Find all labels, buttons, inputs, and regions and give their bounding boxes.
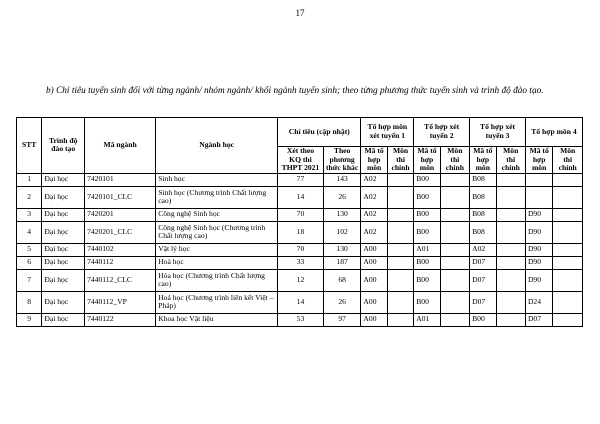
- cell-mc2: [440, 256, 469, 269]
- cell-th4: D24: [525, 291, 552, 313]
- cell-nganh: Hóa học (Chương trình Chất lượng cao): [156, 269, 278, 291]
- cell-mc3: [496, 291, 525, 313]
- header-to-hop-1: Tổ hợp môn xét tuyển 1: [361, 118, 414, 147]
- cell-th3: D07: [470, 291, 496, 313]
- header-ma-to-hop-1: Mã tổ hợp môn: [361, 147, 387, 174]
- cell-mc4: [553, 173, 583, 186]
- cell-th3: D07: [470, 269, 496, 291]
- table-row: [17, 313, 583, 326]
- cell-ma: 7440122: [85, 313, 156, 326]
- table-row: [17, 173, 583, 186]
- cell-stt: 9: [17, 313, 42, 326]
- cell-th1: A02: [361, 186, 387, 208]
- header-mon-chinh-1: Môn thi chính: [387, 147, 413, 174]
- cell-stt: 3: [17, 208, 42, 221]
- cell-khac: 102: [323, 221, 361, 243]
- cell-th3: B08: [470, 221, 496, 243]
- cell-mc3: [496, 243, 525, 256]
- cell-th1: A00: [361, 291, 387, 313]
- cell-td: Đại học: [42, 269, 85, 291]
- cell-th1: A02: [361, 221, 387, 243]
- cell-mc1: [387, 243, 413, 256]
- cell-th4: D90: [525, 269, 552, 291]
- cell-khac: 68: [323, 269, 361, 291]
- cell-ma: 7420101_CLC: [85, 186, 156, 208]
- header-theo-phuong-thuc: Theo phương thức khác: [323, 147, 361, 174]
- header-mon-chinh-4: Môn thi chính: [553, 147, 583, 174]
- cell-nganh: Hoá học (Chương trình liên kết Việt – Pháp): [156, 291, 278, 313]
- cell-td: Đại học: [42, 291, 85, 313]
- cell-khac: 26: [323, 186, 361, 208]
- cell-stt: 1: [17, 173, 42, 186]
- cell-th1: A00: [361, 269, 387, 291]
- cell-mc4: [553, 208, 583, 221]
- cell-th3: B00: [470, 313, 496, 326]
- cell-mc4: [553, 221, 583, 243]
- cell-mc1: [387, 313, 413, 326]
- cell-nganh: Sinh học: [156, 173, 278, 186]
- header-ma-to-hop-3: Mã tổ hợp môn: [470, 147, 496, 174]
- cell-ma: 7440112: [85, 256, 156, 269]
- cell-th1: A00: [361, 256, 387, 269]
- intro-prefix: b): [46, 86, 54, 96]
- cell-th4: [525, 173, 552, 186]
- cell-stt: 2: [17, 186, 42, 208]
- cell-th2: A01: [414, 313, 440, 326]
- page-number: 17: [295, 8, 305, 18]
- cell-th4: D90: [525, 221, 552, 243]
- intro-text: Chỉ tiêu tuyển sinh đối với từng ngành/ nhóm ngành/ khối ngành tuyển sinh; theo từng phương thức tuyển sinh và trình độ đào tạo.: [53, 86, 544, 96]
- admission-quota-table: [16, 117, 583, 327]
- cell-nganh: Sinh học (Chương trình Chất lượng cao): [156, 186, 278, 208]
- cell-mc4: [553, 313, 583, 326]
- cell-th2: B00: [414, 291, 440, 313]
- cell-mc4: [553, 186, 583, 208]
- cell-stt: 8: [17, 291, 42, 313]
- cell-td: Đại học: [42, 243, 85, 256]
- intro-paragraph: [46, 85, 576, 97]
- header-ma-nganh: Mã ngành: [85, 118, 156, 174]
- cell-td: Đại học: [42, 208, 85, 221]
- cell-th4: D90: [525, 243, 552, 256]
- cell-nganh: Khoa học Vật liệu: [156, 313, 278, 326]
- cell-th4: [525, 186, 552, 208]
- cell-mc1: [387, 208, 413, 221]
- cell-mc1: [387, 186, 413, 208]
- cell-th2: B00: [414, 208, 440, 221]
- cell-th1: A02: [361, 208, 387, 221]
- cell-mc3: [496, 256, 525, 269]
- cell-mc4: [553, 291, 583, 313]
- cell-td: Đại học: [42, 221, 85, 243]
- cell-khac: 130: [323, 243, 361, 256]
- cell-th2: B00: [414, 256, 440, 269]
- cell-mc3: [496, 173, 525, 186]
- cell-mc2: [440, 269, 469, 291]
- cell-kq: 12: [278, 269, 324, 291]
- cell-th2: B00: [414, 173, 440, 186]
- cell-mc2: [440, 208, 469, 221]
- cell-mc3: [496, 221, 525, 243]
- cell-khac: 130: [323, 208, 361, 221]
- cell-kq: 70: [278, 208, 324, 221]
- cell-kq: 18: [278, 221, 324, 243]
- cell-khac: 97: [323, 313, 361, 326]
- cell-stt: 5: [17, 243, 42, 256]
- cell-stt: 6: [17, 256, 42, 269]
- header-to-hop-2: Tổ hợp xét tuyển 2: [414, 118, 470, 147]
- cell-kq: 53: [278, 313, 324, 326]
- cell-stt: 7: [17, 269, 42, 291]
- cell-mc3: [496, 186, 525, 208]
- table-row: [17, 186, 583, 208]
- cell-th1: A00: [361, 243, 387, 256]
- table-row: [17, 243, 583, 256]
- table-row: [17, 221, 583, 243]
- cell-nganh: Công nghệ Sinh học: [156, 208, 278, 221]
- cell-mc1: [387, 269, 413, 291]
- cell-mc1: [387, 256, 413, 269]
- cell-th3: B08: [470, 173, 496, 186]
- cell-khac: 26: [323, 291, 361, 313]
- header-mon-chinh-3: Môn thi chính: [496, 147, 525, 174]
- cell-td: Đại học: [42, 173, 85, 186]
- cell-mc2: [440, 221, 469, 243]
- table-row: [17, 269, 583, 291]
- table-row: [17, 291, 583, 313]
- cell-mc2: [440, 291, 469, 313]
- header-row-1: [17, 118, 583, 147]
- cell-mc2: [440, 313, 469, 326]
- cell-td: Đại học: [42, 186, 85, 208]
- cell-th3: A02: [470, 243, 496, 256]
- cell-mc4: [553, 269, 583, 291]
- cell-th2: B00: [414, 221, 440, 243]
- header-nganh-hoc: Ngành học: [156, 118, 278, 174]
- header-to-hop-3: Tổ hợp xét tuyển 3: [470, 118, 526, 147]
- cell-th4: D90: [525, 256, 552, 269]
- cell-ma: 7420201_CLC: [85, 221, 156, 243]
- cell-th2: B00: [414, 186, 440, 208]
- cell-mc3: [496, 269, 525, 291]
- header-xet-theo: Xét theo KQ thi THPT 2021: [278, 147, 324, 174]
- cell-th3: B08: [470, 208, 496, 221]
- cell-td: Đại học: [42, 256, 85, 269]
- header-ma-to-hop-2: Mã tổ hợp môn: [414, 147, 440, 174]
- header-chi-tieu: Chỉ tiêu (cập nhật): [278, 118, 361, 147]
- cell-mc1: [387, 291, 413, 313]
- cell-th4: D07: [525, 313, 552, 326]
- cell-th3: D07: [470, 256, 496, 269]
- header-stt: STT: [17, 118, 42, 174]
- cell-ma: 7440112_CLC: [85, 269, 156, 291]
- cell-khac: 187: [323, 256, 361, 269]
- header-to-hop-4: Tổ hợp môn 4: [525, 118, 582, 147]
- cell-nganh: Hoá học: [156, 256, 278, 269]
- cell-ma: 7420201: [85, 208, 156, 221]
- cell-ma: 7420101: [85, 173, 156, 186]
- header-ma-to-hop-4: Mã tổ hợp môn: [525, 147, 552, 174]
- cell-khac: 143: [323, 173, 361, 186]
- cell-nganh: Công nghệ Sinh học (Chương trình Chất lượng cao): [156, 221, 278, 243]
- cell-th1: A00: [361, 313, 387, 326]
- header-mon-chinh-2: Môn thi chính: [440, 147, 469, 174]
- cell-stt: 4: [17, 221, 42, 243]
- cell-mc4: [553, 243, 583, 256]
- cell-th2: A01: [414, 243, 440, 256]
- cell-mc2: [440, 243, 469, 256]
- cell-mc1: [387, 221, 413, 243]
- header-trinh-do: Trình độ đào tạo: [42, 118, 85, 174]
- cell-nganh: Vật lý học: [156, 243, 278, 256]
- cell-kq: 77: [278, 173, 324, 186]
- table-row: [17, 208, 583, 221]
- cell-mc2: [440, 173, 469, 186]
- cell-th1: A02: [361, 173, 387, 186]
- cell-kq: 33: [278, 256, 324, 269]
- cell-mc4: [553, 256, 583, 269]
- cell-mc2: [440, 186, 469, 208]
- cell-kq: 14: [278, 186, 324, 208]
- cell-th3: B08: [470, 186, 496, 208]
- cell-kq: 70: [278, 243, 324, 256]
- cell-mc3: [496, 313, 525, 326]
- table-row: [17, 256, 583, 269]
- cell-mc3: [496, 208, 525, 221]
- cell-th4: D90: [525, 208, 552, 221]
- cell-ma: 7440112_VP: [85, 291, 156, 313]
- cell-mc1: [387, 173, 413, 186]
- cell-ma: 7440102: [85, 243, 156, 256]
- cell-td: Đại học: [42, 313, 85, 326]
- cell-kq: 14: [278, 291, 324, 313]
- cell-th2: B00: [414, 269, 440, 291]
